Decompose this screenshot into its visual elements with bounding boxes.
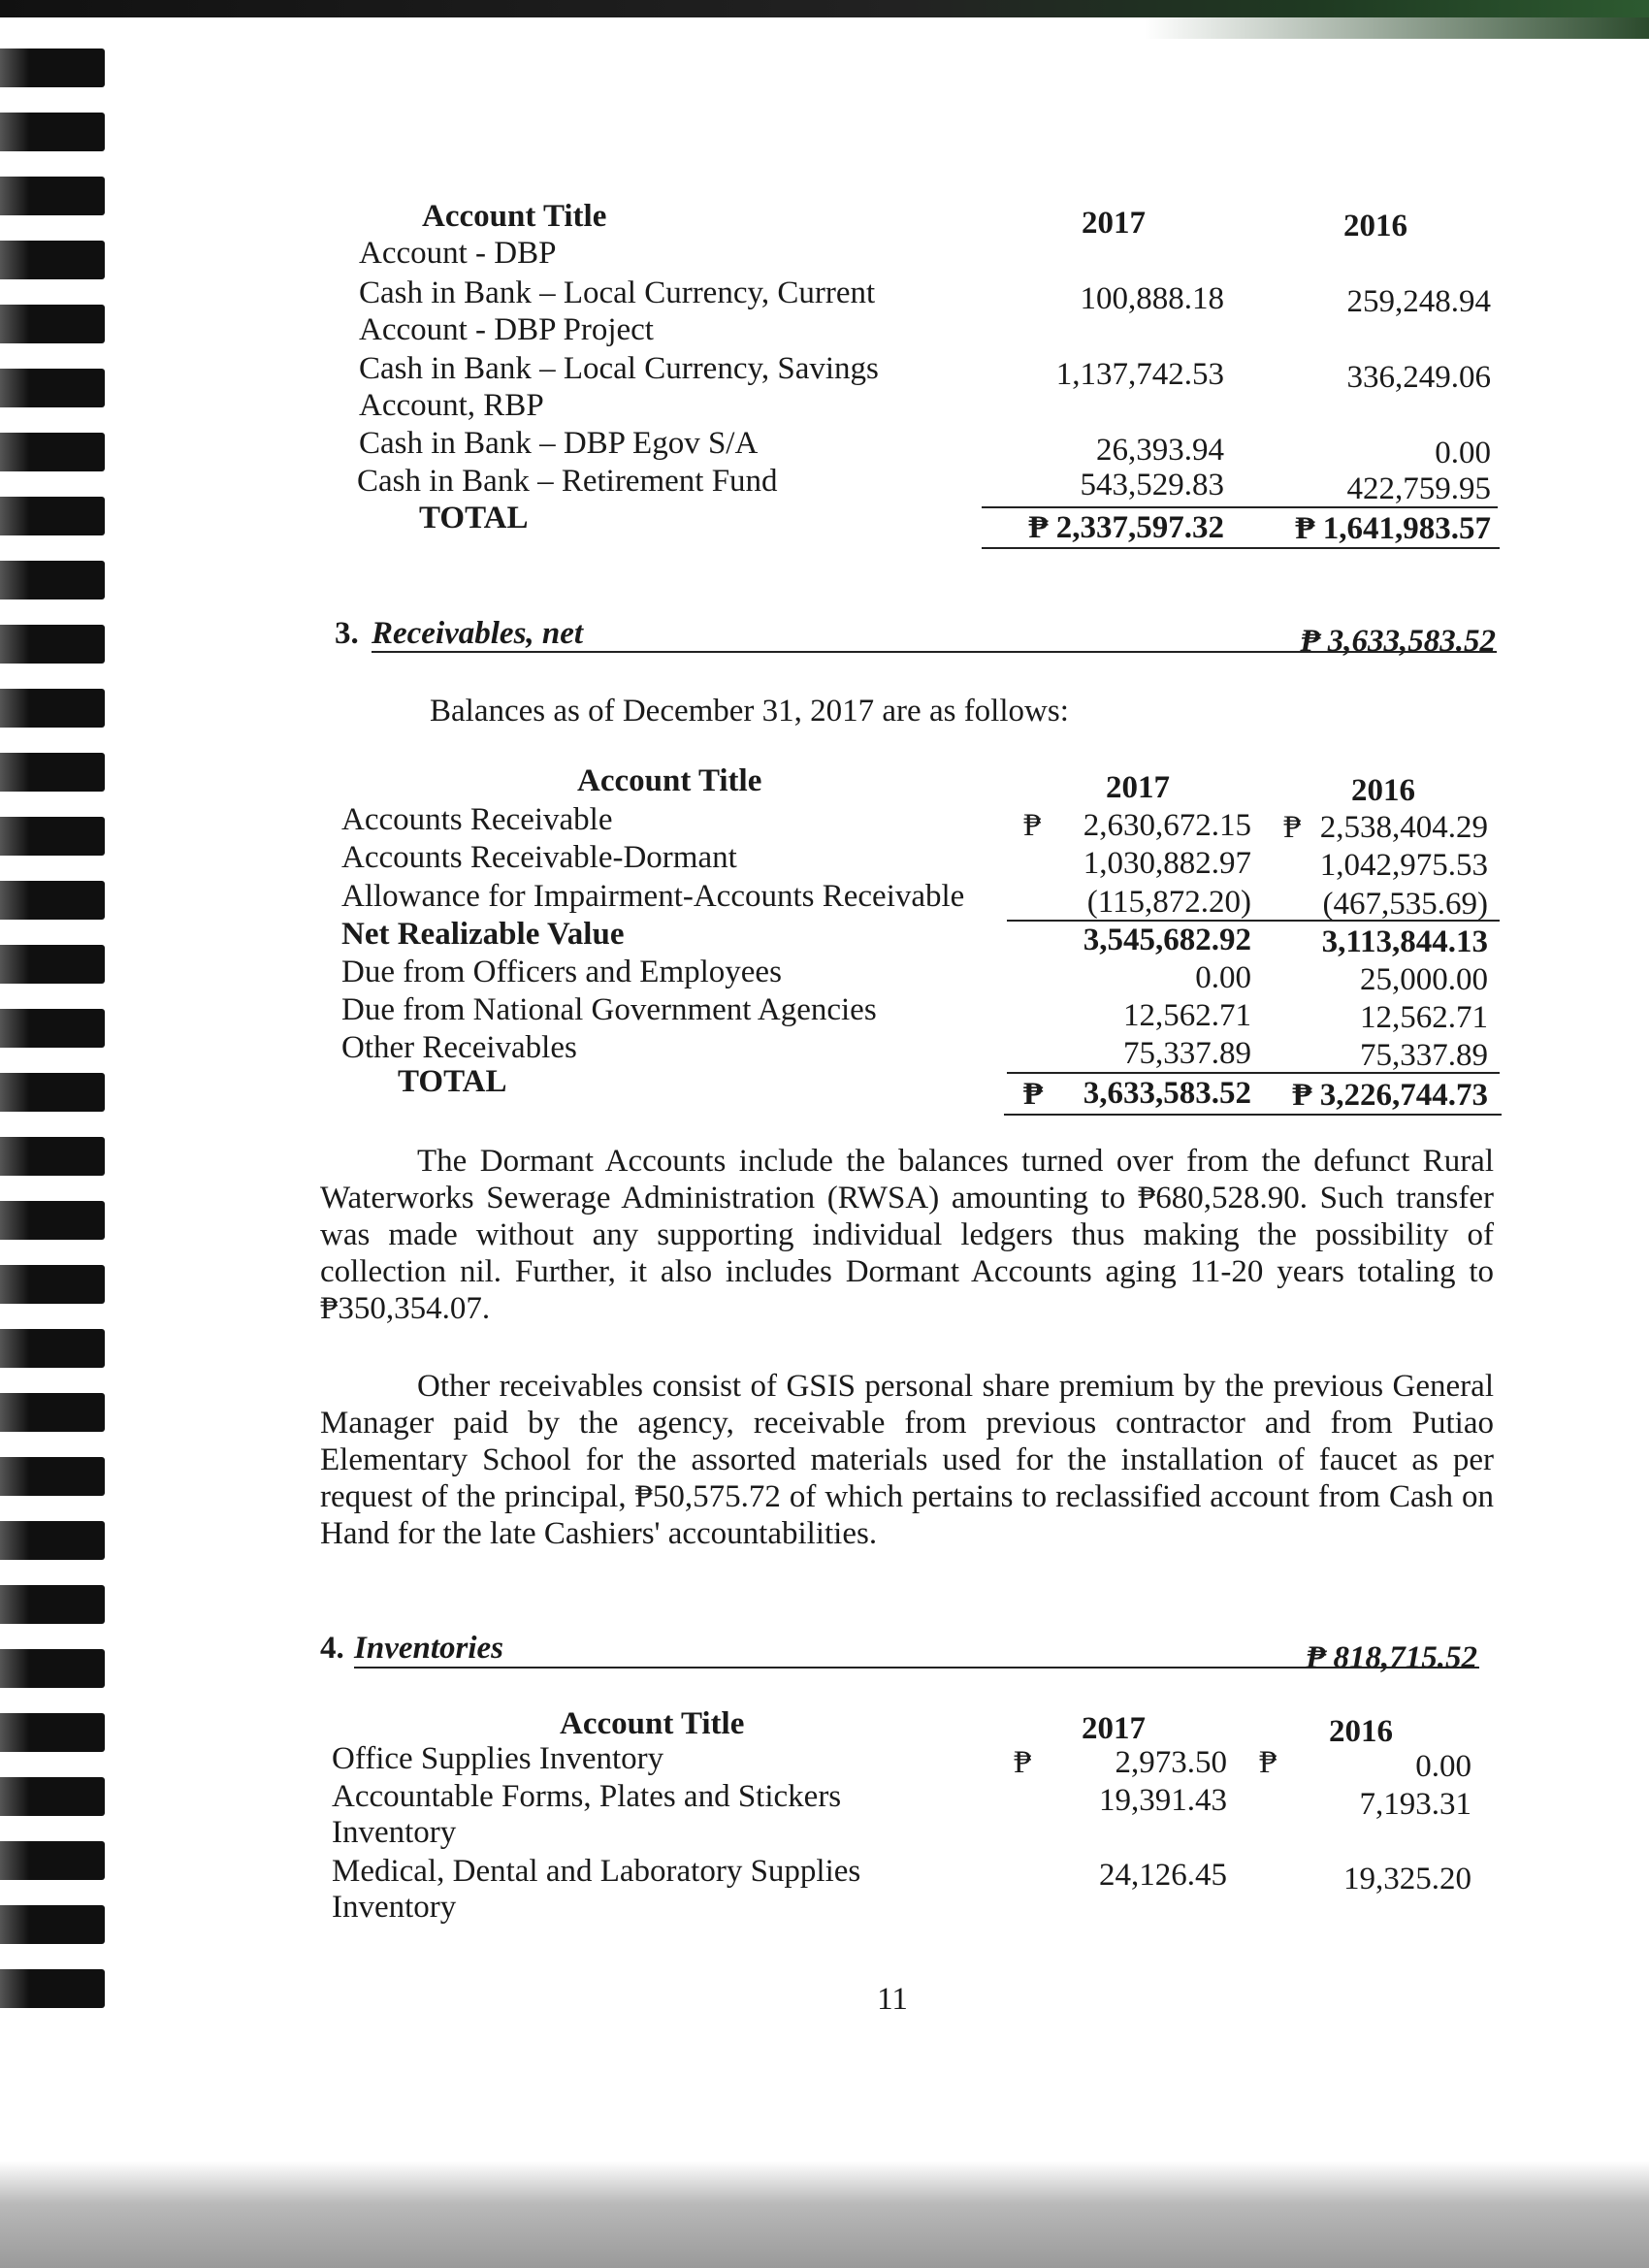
cash-row-2016: 336,249.06 — [1346, 360, 1491, 395]
binding-ring — [0, 945, 105, 984]
recv-row-2017: 3,545,682.92 — [1083, 923, 1251, 957]
cash-header-2016: 2016 — [1343, 209, 1407, 243]
recv-total-peso: ₱ — [1023, 1077, 1044, 1112]
scan-top-edge-green — [1145, 17, 1649, 39]
inv-header-title: Account Title — [560, 1706, 745, 1741]
binding-ring — [0, 1265, 105, 1304]
binding-ring — [0, 1073, 105, 1112]
recv-total-rule — [1007, 1072, 1500, 1074]
binding-ring — [0, 1137, 105, 1176]
binding-ring — [0, 241, 105, 279]
recv-row-2017: (115,872.20) — [1086, 885, 1251, 920]
binding-ring — [0, 817, 105, 856]
recv-row-2017: 12,562.71 — [1123, 998, 1251, 1033]
inventories-heading: Inventories — [354, 1631, 504, 1666]
cash-total-label: TOTAL — [419, 501, 529, 535]
inventories-amount: ₱ 818,715.52 — [1306, 1640, 1477, 1675]
recv-row-peso-2017: ₱ — [1023, 808, 1042, 843]
binding-ring — [0, 1329, 105, 1368]
cash-row-label: Account - DBP Project — [359, 312, 654, 347]
inv-row-peso-2017: ₱ — [1014, 1745, 1032, 1780]
binding-ring — [0, 113, 105, 151]
binding-ring — [0, 1969, 105, 2008]
cash-row-2016: 0.00 — [1435, 436, 1491, 470]
recv-row-2016: 1,042,975.53 — [1319, 848, 1488, 883]
recv-row-2017: 0.00 — [1195, 960, 1251, 995]
binding-ring — [0, 1777, 105, 1816]
recv-total-2016: ₱ 3,226,744.73 — [1292, 1078, 1488, 1113]
recv-header-2016: 2016 — [1351, 773, 1415, 808]
cash-total-2017: ₱ 2,337,597.32 — [1028, 510, 1224, 545]
cash-header-title: Account Title — [422, 199, 607, 234]
cash-row-label: Account - DBP — [359, 236, 557, 271]
binding-ring — [0, 497, 105, 535]
inventories-heading-number: 4. — [320, 1631, 344, 1666]
receivables-intro: Balances as of December 31, 2017 are as follows: — [430, 694, 1069, 729]
recv-row-label: Net Realizable Value — [341, 917, 625, 952]
scan-bottom-shadow — [0, 2161, 1649, 2268]
inv-row-label: Accountable Forms, Plates and Stickers — [332, 1779, 842, 1814]
cash-row-label: Cash in Bank – Local Currency, Savings — [359, 351, 879, 386]
binding-ring — [0, 177, 105, 215]
cash-row-label: Cash in Bank – Retirement Fund — [357, 464, 778, 499]
binding-ring — [0, 1521, 105, 1560]
receivables-amount: ₱ 3,633,583.52 — [1300, 624, 1496, 659]
binding-ring — [0, 753, 105, 792]
recv-subtotal-rule — [1007, 920, 1500, 922]
inv-row-2016: 0.00 — [1415, 1749, 1471, 1784]
inv-row-label: Medical, Dental and Laboratory Supplies — [332, 1854, 861, 1889]
cash-row-label: Cash in Bank – DBP Egov S/A — [359, 426, 759, 461]
recv-header-title: Account Title — [577, 763, 762, 798]
cash-total-rule — [982, 506, 1498, 508]
inventories-heading-rule — [354, 1667, 1479, 1669]
binding-ring — [0, 369, 105, 407]
binding-ring — [0, 625, 105, 664]
inv-row-2016: 7,193.31 — [1359, 1787, 1471, 1822]
cash-row-2017: 26,393.94 — [1096, 433, 1224, 468]
binding-ring — [0, 1009, 105, 1048]
recv-row-label: Accounts Receivable — [341, 802, 613, 837]
inv-row-2016: 19,325.20 — [1343, 1862, 1471, 1896]
cash-row-2017: 100,888.18 — [1080, 281, 1224, 316]
cash-row-label: Cash in Bank – Local Currency, Current — [359, 275, 876, 310]
other-receivables-paragraph: Other receivables consist of GSIS personal share premium by the previous General Manager paid by the agency, receivable from previous contractor and from Putiao Elementary School for the assorted materials used for the installation of faucet as per request of the principal, ₱50,575.72 of which pertains to reclassified account from Cash on Hand for the late Cashiers' accountabilities. — [320, 1369, 1494, 1551]
cash-row-2017: 1,137,742.53 — [1055, 357, 1224, 392]
scan-top-edge — [0, 0, 1649, 17]
binding-ring — [0, 561, 105, 599]
recv-row-2017: 75,337.89 — [1123, 1036, 1251, 1071]
binding-ring — [0, 433, 105, 471]
recv-row-2016: 25,000.00 — [1360, 962, 1488, 997]
cash-row-2016: 422,759.95 — [1346, 471, 1491, 506]
recv-header-2017: 2017 — [1106, 770, 1170, 805]
recv-row-2016: 3,113,844.13 — [1321, 924, 1488, 959]
dormant-accounts-paragraph: The Dormant Accounts include the balances turned over from the defunct Rural Waterworks Sewerage Administration (RWSA) amounting to ₱680,528.90. Such transfer was made without any supporting individual ledgers thus making the possibility of collection nil. Further, it also includes Dormant Accounts aging 11-20 years totaling to ₱350,354.07. — [320, 1144, 1494, 1326]
cash-total-underline — [982, 547, 1500, 549]
binding-ring — [0, 1905, 105, 1944]
recv-row-2016: 2,538,404.29 — [1319, 810, 1488, 845]
binding-ring — [0, 689, 105, 728]
cash-row-label: Account, RBP — [359, 388, 544, 423]
cash-total-2016: ₱ 1,641,983.57 — [1295, 511, 1491, 546]
inv-row-2017: 19,391.43 — [1099, 1783, 1227, 1818]
binding-ring — [0, 1649, 105, 1688]
cash-header-2017: 2017 — [1082, 206, 1146, 241]
cash-row-2016: 259,248.94 — [1346, 284, 1491, 319]
receivables-heading-rule — [372, 651, 1497, 653]
recv-row-2016: (467,535.69) — [1322, 887, 1488, 922]
binding-ring — [0, 305, 105, 343]
page-number: 11 — [877, 1982, 908, 2017]
receivables-heading-number: 3. — [335, 616, 359, 651]
recv-row-peso-2016: ₱ — [1283, 810, 1302, 845]
binding-ring — [0, 49, 105, 87]
binding-ring — [0, 1457, 105, 1496]
inv-header-2017: 2017 — [1082, 1711, 1146, 1746]
inv-row-peso-2016: ₱ — [1259, 1745, 1277, 1780]
recv-row-2016: 12,562.71 — [1360, 1000, 1488, 1035]
recv-row-2017: 2,630,672.15 — [1083, 808, 1251, 843]
spiral-binding — [0, 0, 107, 2268]
inv-row-label: Inventory — [332, 1815, 457, 1850]
recv-row-label: Due from Officers and Employees — [341, 955, 782, 989]
binding-ring — [0, 1201, 105, 1240]
binding-ring — [0, 1713, 105, 1752]
recv-total-label: TOTAL — [398, 1064, 507, 1099]
binding-ring — [0, 1393, 105, 1432]
receivables-heading: Receivables, net — [372, 616, 584, 651]
recv-row-label: Accounts Receivable-Dormant — [341, 840, 737, 875]
binding-ring — [0, 881, 105, 920]
inv-header-2016: 2016 — [1329, 1714, 1393, 1749]
inv-row-label: Inventory — [332, 1890, 457, 1925]
binding-ring — [0, 1841, 105, 1880]
binding-ring — [0, 1585, 105, 1624]
inv-row-label: Office Supplies Inventory — [332, 1741, 664, 1776]
recv-total-underline — [1004, 1114, 1502, 1116]
inv-row-2017: 2,973.50 — [1115, 1745, 1227, 1780]
recv-row-label: Allowance for Impairment-Accounts Receivable — [341, 879, 965, 914]
recv-row-2017: 1,030,882.97 — [1083, 846, 1251, 881]
recv-row-label: Due from National Government Agencies — [341, 992, 877, 1027]
recv-row-2016: 75,337.89 — [1360, 1038, 1488, 1073]
recv-row-label: Other Receivables — [341, 1030, 577, 1065]
inv-row-2017: 24,126.45 — [1099, 1858, 1227, 1893]
recv-total-2017: 3,633,583.52 — [1083, 1076, 1251, 1111]
cash-row-2017: 543,529.83 — [1080, 468, 1224, 502]
